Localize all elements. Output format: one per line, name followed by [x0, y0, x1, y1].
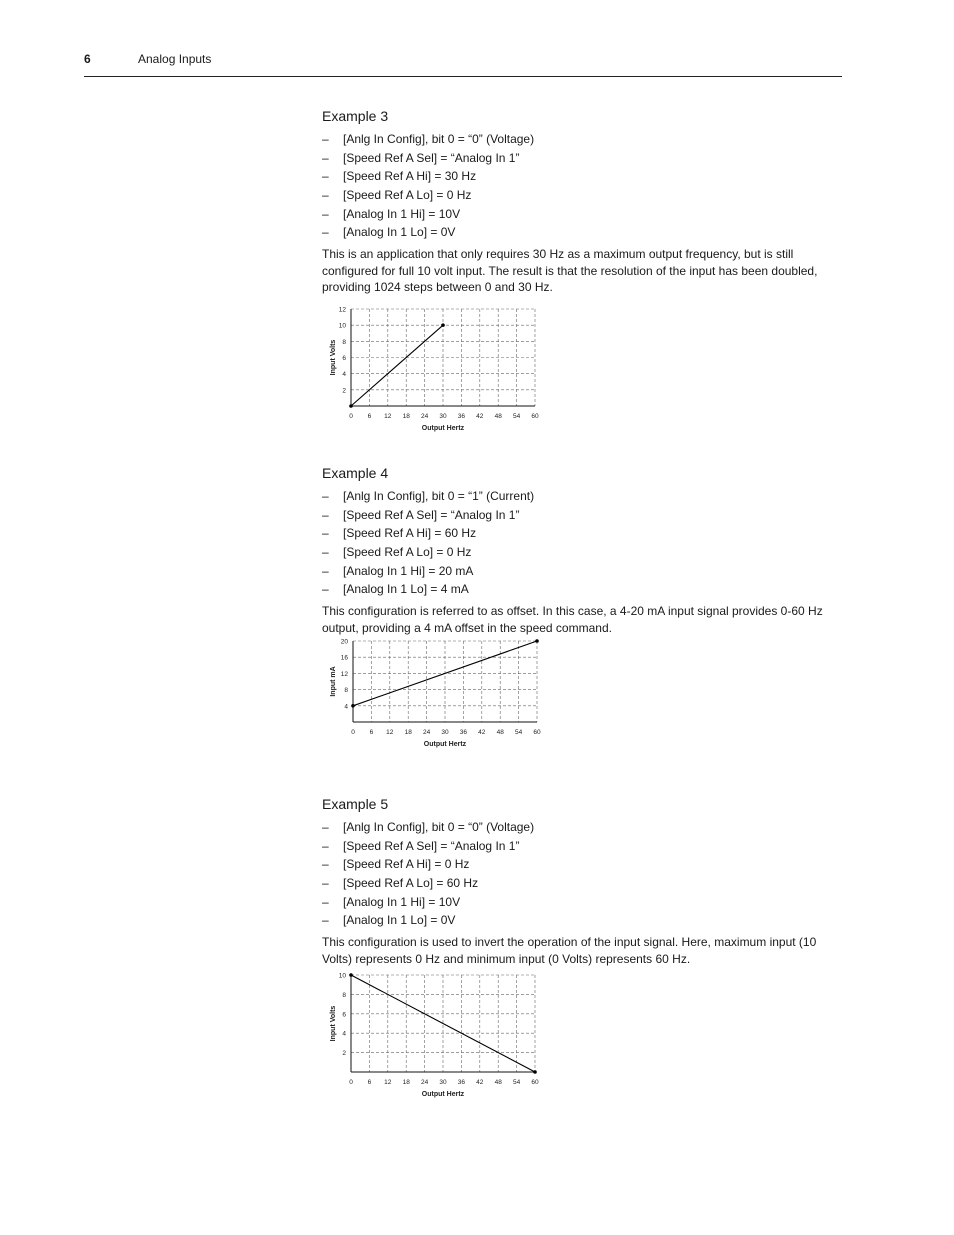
parameter-list [322, 818, 842, 930]
x-tick-label: 48 [494, 1079, 502, 1086]
param-text: [Speed Ref A Lo] = 0 Hz [343, 188, 472, 203]
x-tick-label: 36 [459, 729, 468, 736]
y-tick-label: 8 [342, 991, 346, 999]
x-tick-label: 54 [514, 729, 523, 736]
page-header [84, 52, 842, 77]
parameter-list [322, 487, 842, 599]
example-4-chart [322, 636, 552, 776]
x-tick-label: 60 [531, 413, 539, 420]
x-tick-label: 60 [533, 729, 541, 736]
x-tick-label: 60 [531, 1079, 539, 1086]
example-title: Example 3 [322, 108, 389, 124]
y-tick-label: 2 [342, 387, 346, 395]
x-tick-label: 54 [512, 1079, 521, 1086]
y-tick-label: 12 [340, 670, 348, 678]
y-tick-label: 6 [342, 355, 346, 362]
x-tick-label: 6 [369, 729, 374, 736]
param-text: [Speed Ref A Hi] = 60 Hz [343, 526, 477, 541]
param-text: [Speed Ref A Hi] = 0 Hz [343, 857, 470, 872]
x-tick-label: 6 [367, 1079, 372, 1086]
example-title: Example 4 [322, 465, 389, 481]
x-tick-label: 12 [384, 413, 392, 420]
example-4-section [322, 465, 842, 636]
param-text: [Speed Ref A Sel] = “Analog In 1” [343, 507, 520, 522]
x-tick-label: 42 [478, 729, 486, 736]
series-line [351, 325, 443, 406]
y-axis-label: Input Volts [330, 339, 337, 376]
x-axis-label: Output Hertz [423, 741, 467, 748]
example-description: This configuration is referred to as offset. In this case, a 4-20 mA input signal provides 0-60 Hz output, providing a 4 mA offset in the speed command. [322, 604, 823, 635]
x-tick-label: 24 [422, 729, 431, 736]
list-item: – [Analog In 1 Hi] = 10V [322, 206, 461, 221]
example-title: Example 5 [322, 796, 389, 812]
example-5-section [322, 796, 842, 967]
param-text: [Analog In 1 Lo] = 0V [343, 225, 456, 240]
data-point [533, 1070, 537, 1074]
y-axis-label: Input Volts [330, 1005, 337, 1042]
param-text: [Anlg In Config], bit 0 = “0” (Voltage) [343, 820, 535, 834]
x-tick-label: 54 [512, 413, 521, 420]
x-tick-label: 0 [349, 413, 353, 420]
header-title: Analog Inputs [138, 52, 212, 66]
x-tick-label: 0 [349, 1079, 353, 1086]
param-text: [Speed Ref A Sel] = “Analog In 1” [343, 838, 520, 853]
param-text: [Analog In 1 Hi] = 20 mA [343, 563, 474, 578]
list-item: – [Speed Ref A Hi] = 30 Hz [322, 169, 477, 184]
data-point [535, 639, 539, 643]
example-3-section [322, 108, 842, 296]
x-tick-label: 42 [476, 413, 484, 420]
x-tick-label: 48 [496, 729, 504, 736]
y-tick-label: 4 [344, 703, 348, 711]
param-text: [Speed Ref A Sel] = “Analog In 1” [343, 150, 520, 165]
data-point [351, 704, 355, 708]
y-axis-label: Input mA [330, 666, 337, 697]
y-tick-label: 10 [338, 972, 346, 980]
x-tick-label: 30 [441, 729, 449, 736]
y-tick-label: 20 [340, 638, 348, 646]
list-item: – [Speed Ref A Hi] = 60 Hz [322, 526, 477, 541]
param-text: [Anlg In Config], bit 0 = “0” (Voltage) [343, 132, 535, 146]
list-item: – [Speed Ref A Sel] = “Analog In 1” [322, 507, 520, 522]
list-item: – [Speed Ref A Sel] = “Analog In 1” [322, 150, 520, 165]
x-tick-label: 36 [457, 1079, 466, 1086]
example-5-chart [322, 972, 552, 1112]
x-tick-label: 48 [494, 413, 502, 420]
x-tick-label: 12 [386, 729, 394, 736]
x-axis-label: Output Hertz [421, 425, 465, 432]
x-tick-label: 42 [476, 1079, 484, 1086]
y-tick-label: 4 [342, 1030, 346, 1038]
example-description: This configuration is used to invert the operation of the input signal. Here, maximum input (10 Volts) represents 0 Hz and minimum input (0 Volts) represents 60 Hz. [322, 935, 817, 966]
y-tick-label: 6 [342, 1011, 346, 1019]
y-tick-label: 4 [342, 371, 346, 379]
y-tick-label: 2 [342, 1050, 346, 1058]
param-text: [Anlg In Config], bit 0 = “1” (Current) [343, 489, 535, 503]
list-item: – [Speed Ref A Lo] = 60 Hz [322, 876, 479, 891]
param-text: [Analog In 1 Lo] = 4 mA [343, 582, 469, 597]
list-item: – [Analog In 1 Hi] = 20 mA [322, 563, 474, 578]
param-text: [Analog In 1 Hi] = 10V [343, 894, 461, 909]
list-item: – [Anlg In Config], bit 0 = “0” (Voltage) [322, 132, 535, 146]
x-tick-label: 0 [351, 729, 355, 736]
list-item: – [Anlg In Config], bit 0 = “1” (Current) [322, 489, 535, 503]
data-point [349, 404, 353, 408]
list-item: – [Speed Ref A Hi] = 0 Hz [322, 857, 470, 872]
data-point [441, 323, 445, 327]
example-description: This is an application that only requires 30 Hz as a maximum output frequency, but is still configured for full 10 volt input. The result is that the resolution of the input has been doubled, providing 1024 steps between 0 and 30 Hz. [322, 247, 818, 295]
x-tick-label: 18 [402, 413, 410, 420]
list-item: – [Anlg In Config], bit 0 = “0” (Voltage) [322, 820, 535, 834]
x-axis-label: Output Hertz [421, 1091, 465, 1098]
x-tick-label: 6 [367, 413, 372, 420]
y-tick-label: 8 [344, 687, 348, 695]
x-tick-label: 24 [420, 1079, 429, 1086]
data-point [349, 973, 353, 977]
example-3-chart [322, 300, 552, 440]
x-tick-label: 12 [384, 1079, 392, 1086]
x-tick-label: 30 [439, 1079, 447, 1086]
param-text: [Speed Ref A Lo] = 60 Hz [343, 876, 479, 891]
param-text: [Analog In 1 Lo] = 0V [343, 913, 456, 928]
list-item: – [Speed Ref A Lo] = 0 Hz [322, 545, 472, 560]
x-tick-label: 18 [402, 1079, 410, 1086]
list-item: – [Analog In 1 Lo] = 0V [322, 225, 456, 240]
parameter-list [322, 130, 842, 242]
y-tick-label: 8 [342, 338, 346, 346]
param-text: [Speed Ref A Hi] = 30 Hz [343, 169, 477, 184]
list-item: – [Analog In 1 Hi] = 10V [322, 894, 461, 909]
x-tick-label: 30 [439, 413, 447, 420]
y-tick-label: 12 [338, 306, 346, 314]
list-item: – [Analog In 1 Lo] = 4 mA [322, 582, 469, 597]
x-tick-label: 24 [420, 413, 429, 420]
list-item: – [Speed Ref A Sel] = “Analog In 1” [322, 838, 520, 853]
page-number: 6 [84, 52, 91, 66]
param-text: [Analog In 1 Hi] = 10V [343, 206, 461, 221]
list-item: – [Analog In 1 Lo] = 0V [322, 913, 456, 928]
x-tick-label: 36 [457, 413, 466, 420]
y-tick-label: 10 [338, 322, 346, 330]
list-item: – [Speed Ref A Lo] = 0 Hz [322, 188, 472, 203]
y-tick-label: 16 [340, 654, 348, 662]
x-tick-label: 18 [404, 729, 412, 736]
param-text: [Speed Ref A Lo] = 0 Hz [343, 545, 472, 560]
